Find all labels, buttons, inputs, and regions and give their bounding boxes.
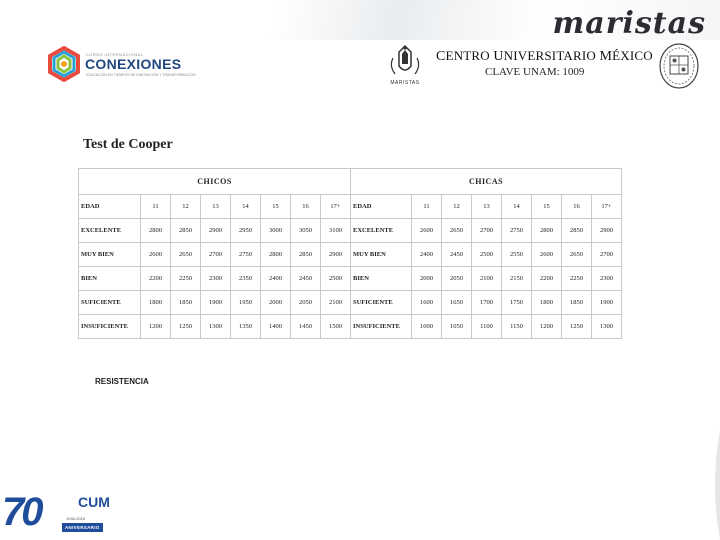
value-cell: 1700 (472, 291, 502, 315)
value-cell: 2250 (171, 267, 201, 291)
age-cell: 12 (171, 195, 201, 219)
value-cell: 2300 (201, 267, 231, 291)
value-cell: 2900 (201, 219, 231, 243)
group-header-chicas: CHICAS (351, 169, 622, 195)
value-cell: 2150 (502, 267, 532, 291)
value-cell: 1500 (321, 315, 351, 339)
value-cell: 3100 (321, 219, 351, 243)
value-cell: 2800 (532, 219, 562, 243)
table-age-row (79, 195, 622, 219)
table-row (79, 267, 622, 291)
value-cell: 2100 (321, 291, 351, 315)
age-cell: 11 (412, 195, 442, 219)
anniversary-number: 70 (2, 490, 41, 534)
value-cell: 1450 (291, 315, 321, 339)
age-cell: 15 (532, 195, 562, 219)
university-subtitle: CLAVE UNAM: 1009 (485, 66, 585, 78)
value-cell: 1750 (502, 291, 532, 315)
value-cell: 2450 (291, 267, 321, 291)
value-cell: 1050 (442, 315, 472, 339)
value-cell: 2900 (592, 219, 622, 243)
value-cell: 2600 (412, 219, 442, 243)
value-cell: 1900 (592, 291, 622, 315)
value-cell: 2850 (171, 219, 201, 243)
value-cell: 2000 (412, 267, 442, 291)
value-cell: 1200 (532, 315, 562, 339)
unam-seal-icon (658, 42, 700, 90)
value-cell: 1250 (562, 315, 592, 339)
row-label-chicos: SUFICIENTE (79, 291, 141, 315)
conexiones-tagline: EDUCACIÓN EN TIEMPOS DE INNOVACIÓN Y TRANSFORMACIÓN (86, 73, 196, 77)
value-cell: 2200 (532, 267, 562, 291)
value-cell: 1600 (412, 291, 442, 315)
value-cell: 1950 (231, 291, 261, 315)
value-cell: 2650 (442, 219, 472, 243)
value-cell: 1350 (231, 315, 261, 339)
value-cell: 2700 (472, 219, 502, 243)
value-cell: 2350 (231, 267, 261, 291)
value-cell: 2650 (562, 243, 592, 267)
value-cell: 3000 (261, 219, 291, 243)
value-cell: 2600 (532, 243, 562, 267)
age-cell: 17+ (592, 195, 622, 219)
value-cell: 2750 (502, 219, 532, 243)
row-label-chicas: BIEN (351, 267, 412, 291)
value-cell: 2800 (261, 243, 291, 267)
conexiones-name: CONEXIONES (85, 56, 182, 72)
row-label-chicas: INSUFICIENTE (351, 315, 412, 339)
conexiones-logo (46, 46, 196, 86)
value-cell: 2500 (321, 267, 351, 291)
university-title: CENTRO UNIVERSITARIO MÉXICO (436, 48, 653, 64)
value-cell: 2300 (592, 267, 622, 291)
value-cell: 1000 (412, 315, 442, 339)
table-row (79, 243, 622, 267)
conexiones-top-text: CURSO INTERNACIONAL (86, 52, 144, 57)
age-cell: 14 (231, 195, 261, 219)
value-cell: 1200 (141, 315, 171, 339)
value-cell: 2900 (321, 243, 351, 267)
value-cell: 3050 (291, 219, 321, 243)
resistencia-label: RESISTENCIA (95, 377, 149, 386)
header-label-chicas: EDAD (351, 195, 412, 219)
anniversary-badge: ANIVERSARIO (62, 523, 103, 532)
header-label-chicos: EDAD (79, 195, 141, 219)
age-cell: 16 (562, 195, 592, 219)
age-cell: 14 (502, 195, 532, 219)
value-cell: 2600 (141, 243, 171, 267)
value-cell: 2250 (562, 267, 592, 291)
value-cell: 2700 (201, 243, 231, 267)
document-title: Test de Cooper (83, 137, 173, 152)
value-cell: 2050 (291, 291, 321, 315)
value-cell: 2950 (231, 219, 261, 243)
table-row (79, 291, 622, 315)
row-label-chicos: EXCELENTE (79, 219, 141, 243)
row-label-chicas: EXCELENTE (351, 219, 412, 243)
row-label-chicas: MUY BIEN (351, 243, 412, 267)
age-cell: 11 (141, 195, 171, 219)
value-cell: 2450 (442, 243, 472, 267)
value-cell: 2400 (412, 243, 442, 267)
value-cell: 1800 (141, 291, 171, 315)
value-cell: 2800 (141, 219, 171, 243)
value-cell: 1150 (502, 315, 532, 339)
value-cell: 2100 (472, 267, 502, 291)
table-row (79, 315, 622, 339)
value-cell: 2400 (261, 267, 291, 291)
cooper-table (78, 168, 622, 339)
maristas-crest (385, 44, 425, 85)
value-cell: 1300 (201, 315, 231, 339)
age-cell: 12 (442, 195, 472, 219)
value-cell: 1900 (201, 291, 231, 315)
value-cell: 2750 (231, 243, 261, 267)
value-cell: 2050 (442, 267, 472, 291)
age-cell: 15 (261, 195, 291, 219)
row-label-chicos: MUY BIEN (79, 243, 141, 267)
crest-icon (385, 44, 425, 80)
age-cell: 13 (201, 195, 231, 219)
page-corner-decoration (710, 430, 720, 540)
table-row (79, 219, 622, 243)
value-cell: 1300 (592, 315, 622, 339)
value-cell: 1850 (171, 291, 201, 315)
value-cell: 1850 (562, 291, 592, 315)
value-cell: 2500 (472, 243, 502, 267)
value-cell: 2700 (592, 243, 622, 267)
row-label-chicos: BIEN (79, 267, 141, 291)
row-label-chicos: INSUFICIENTE (79, 315, 141, 339)
value-cell: 1100 (472, 315, 502, 339)
group-header-chicos: CHICOS (79, 169, 351, 195)
row-label-chicas: SUFICIENTE (351, 291, 412, 315)
value-cell: 2850 (562, 219, 592, 243)
value-cell: 2200 (141, 267, 171, 291)
value-cell: 1250 (171, 315, 201, 339)
cum-logo: CUM (78, 494, 110, 510)
value-cell: 1650 (442, 291, 472, 315)
conexiones-knot-icon (46, 46, 82, 82)
maristas-logo: maristas (552, 6, 706, 41)
value-cell: 1400 (261, 315, 291, 339)
value-cell: 1800 (532, 291, 562, 315)
value-cell: 2000 (261, 291, 291, 315)
value-cell: 2850 (291, 243, 321, 267)
table-group-row (79, 169, 622, 195)
anniversary-years: 1946-2016 (66, 516, 86, 521)
age-cell: 16 (291, 195, 321, 219)
age-cell: 17+ (321, 195, 351, 219)
value-cell: 2550 (502, 243, 532, 267)
age-cell: 13 (472, 195, 502, 219)
crest-label: MARISTAS (390, 80, 420, 86)
value-cell: 2650 (171, 243, 201, 267)
